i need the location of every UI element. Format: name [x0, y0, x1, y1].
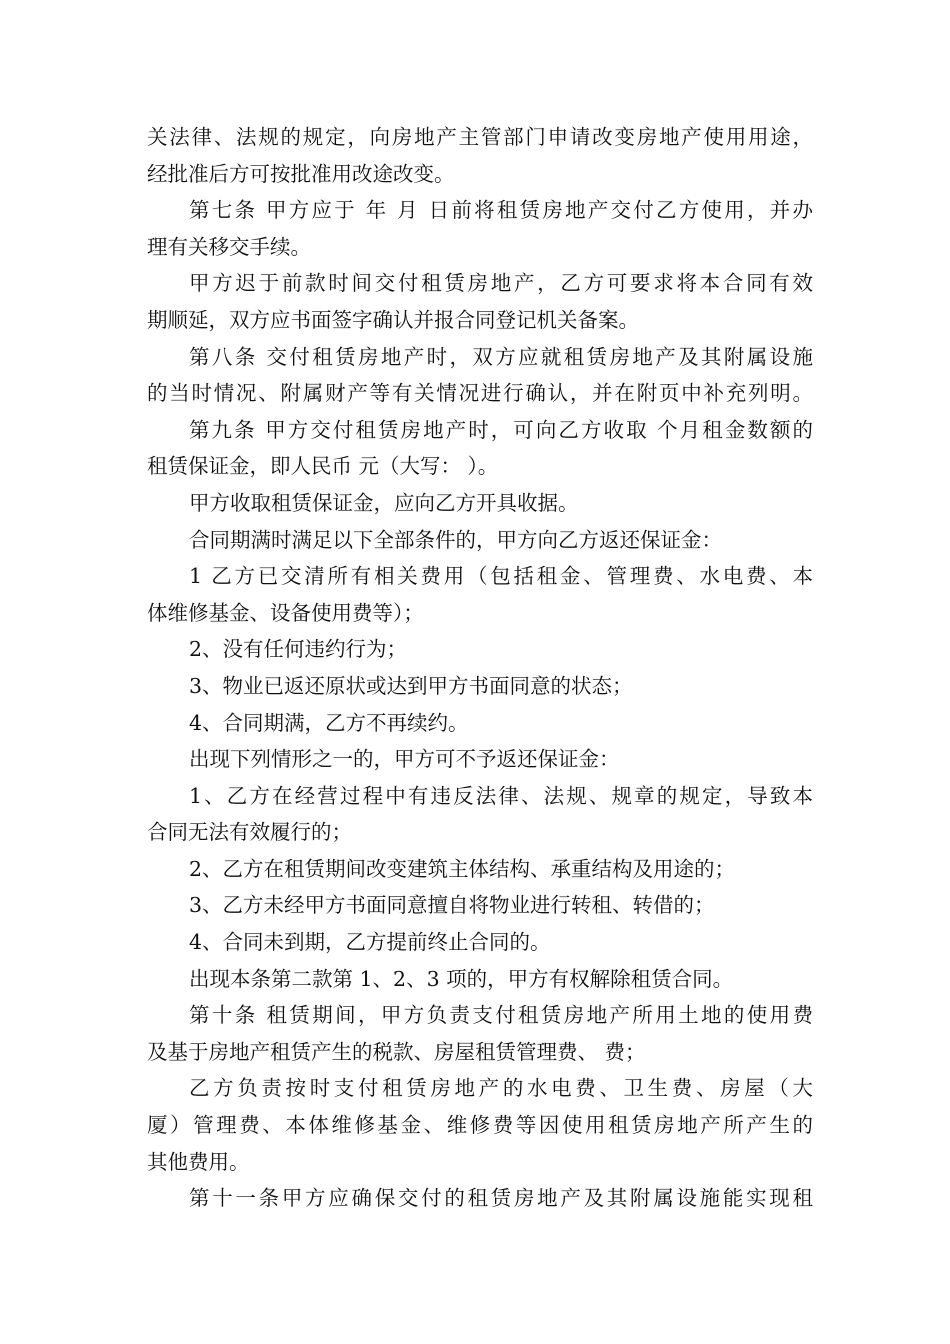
text-line: 出现下列情形之一的，甲方可不予返还保证金： — [189, 747, 620, 772]
text-line: 合同期满时满足以下全部条件的，甲方向乙方返还保证金： — [189, 527, 722, 552]
text-line: 甲方收取租赁保证金，应向乙方开具收据。 — [189, 490, 579, 515]
text-line: 4、合同未到期，乙方提前终止合同的。 — [189, 930, 551, 955]
text-line: 第八条 交付租赁房地产时，双方应就租赁房地产及其附属设施 — [189, 344, 813, 369]
text-line: 第九条 甲方交付租赁房地产时，可向乙方收取 个月租金数额的 — [189, 417, 813, 442]
text-line: 理有关移交手续。 — [147, 234, 311, 259]
text-line: 甲方迟于前款时间交付租赁房地产，乙方可要求将本合同有效 — [189, 271, 813, 296]
text-line: 关法律、法规的规定，向房地产主管部门申请改变房地产使用用途， — [147, 125, 813, 149]
text-line: 的当时情况、附属财产等有关情况进行确认，并在附页中补充列明。 — [147, 381, 813, 406]
text-line: 其他费用。 — [147, 1149, 250, 1174]
text-line: 厦）管理费、本体维修基金、维修费等因使用租赁房地产所产生的 — [147, 1113, 813, 1138]
text-line: 2、没有任何违约行为； — [189, 637, 408, 662]
text-line: 4、合同期满，乙方不再续约。 — [189, 710, 469, 735]
text-line: 期顺延，双方应书面签字确认并报合同登记机关备案。 — [147, 307, 639, 332]
text-line: 出现本条第二款第 1、2、3 项的，甲方有权解除租赁合同。 — [189, 966, 734, 991]
text-line: 1、乙方在经营过程中有违反法律、法规、规章的规定，导致本 — [189, 783, 813, 808]
text-line: 经批准后方可按批准用改途改变。 — [147, 161, 455, 186]
text-line: 租赁保证金，即人民币 元（大写： ）。 — [147, 454, 499, 479]
text-line: 3、乙方未经甲方书面同意擅自将物业进行转租、转借的； — [189, 893, 715, 918]
text-line: 2、乙方在租赁期间改变建筑主体结构、承重结构及用途的； — [189, 856, 736, 881]
text-line: 体维修基金、设备使用费等）； — [147, 600, 424, 625]
text-line: 3、物业已返还原状或达到甲方书面同意的状态； — [189, 673, 633, 698]
text-line: 及基于房地产租赁产生的税款、房屋租赁管理费、 费； — [147, 1039, 646, 1064]
text-line: 第七条 甲方应于 年 月 日前将租赁房地产交付乙方使用，并办 — [189, 198, 813, 223]
text-line: 1 乙方已交清所有相关费用（包括租金、管理费、水电费、本 — [189, 564, 813, 589]
document-body — [147, 119, 813, 1217]
text-line: 第十一条甲方应确保交付的租赁房地产及其附属设施能实现租 — [189, 1186, 813, 1211]
text-line: 第十条 租赁期间，甲方负责支付租赁房地产所用土地的使用费 — [189, 1003, 813, 1028]
text-line: 乙方负责按时支付租赁房地产的水电费、卫生费、房屋（大 — [189, 1076, 813, 1101]
text-line: 合同无法有效履行的； — [147, 820, 352, 845]
